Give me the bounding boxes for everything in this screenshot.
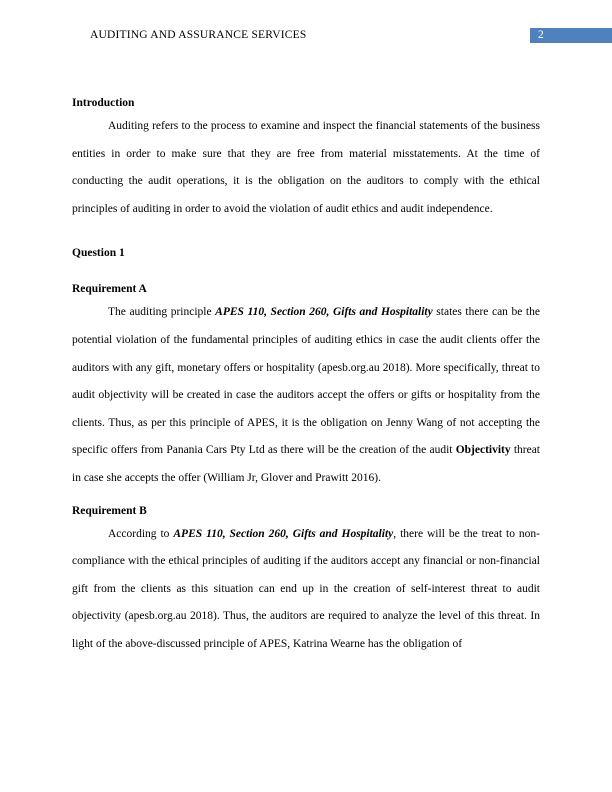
question-1-heading: Question 1 bbox=[72, 247, 125, 260]
req-b-principle-citation: APES 110, Section 260, Gifts and Hospitality bbox=[173, 527, 394, 540]
req-b-text-start: According to bbox=[108, 527, 174, 540]
req-a-objectivity-term: Objectivity bbox=[455, 444, 511, 457]
introduction-paragraph: Auditing refers to the process to examine and inspect the financial statements of the business entities in order to make sure that they are free from material misstatements. At the time of conducting the audit operations, it is the obligation on the auditors to comply with the ethical principles of auditing in order to avoid the violation of audit ethics and audit independence. bbox=[72, 120, 540, 215]
req-a-text-start: The auditing principle bbox=[108, 306, 216, 319]
req-a-principle-citation: APES 110, Section 260, Gifts and Hospitality bbox=[215, 306, 433, 319]
document-body bbox=[72, 93, 540, 659]
requirement-a-heading: Requirement A bbox=[72, 283, 147, 296]
requirement-b-heading: Requirement B bbox=[72, 504, 147, 517]
page-number-badge: 2 bbox=[530, 28, 612, 43]
running-header-title: AUDITING AND ASSURANCE SERVICES bbox=[90, 29, 307, 41]
req-a-text-middle: states there can be the potential violation of the fundamental principles of auditing ethics in case the audit clients offer the auditors with any gift, monetary offers or hospitality (apesb.org.au 2018). More specifically, threat to audit objectivity will be created in case the auditors accept the offers or gifts or hospitality from the clients. Thus, as per this principle of APES, it is the obligation on Jenny Wang of not accepting the specific offers from Panania Cars Pty Ltd as there will be the creation of the audit bbox=[72, 306, 540, 457]
requirement-a-paragraph bbox=[72, 299, 540, 492]
req-b-text-end: , there will be the treat to non-compliance with the ethical principles of auditing if the auditors accept any financial or non-financial gift from the clients as this situation can end up in the creation of self-interest threat to audit objectivity (apesb.org.au 2018). Thus, the auditors are required to analyze the level of this threat. In light of the above-discussed principle of APES, Katrina Wearne has the obligation of bbox=[72, 527, 540, 650]
requirement-b-paragraph bbox=[72, 521, 540, 659]
introduction-heading: Introduction bbox=[72, 97, 135, 109]
req-a-text-end: threat in case she accepts the offer (William Jr, Glover and Prawitt 2016). bbox=[72, 444, 540, 484]
